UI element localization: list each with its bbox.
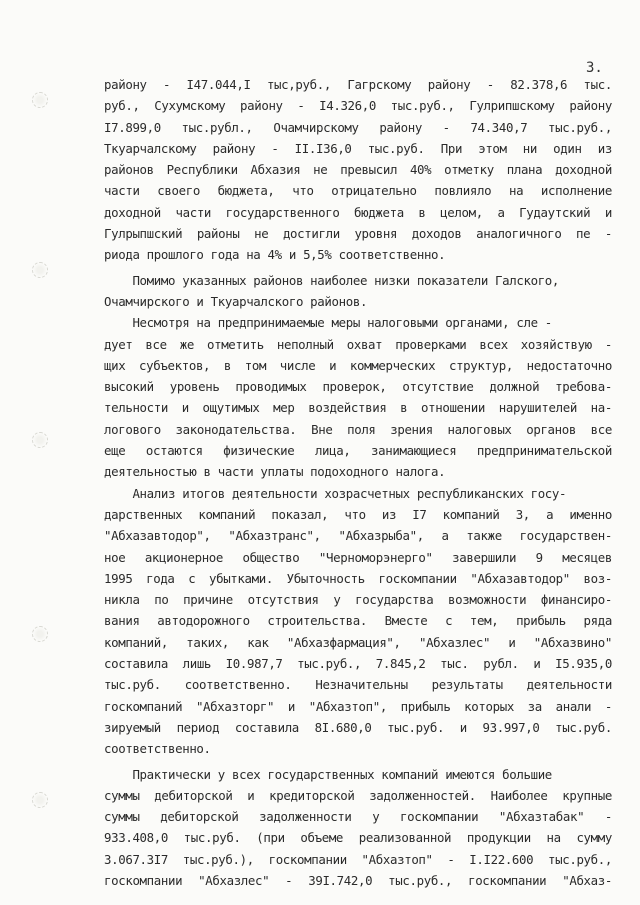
text-line: логового законодательства. Вне поля зрения налоговых органов все [104, 421, 612, 437]
text-line: "Абхазавтодор", "Абхазтранс", "Абхазрыба", а также государствен- [104, 528, 612, 544]
text-line: зируемый период составила 8I.680,0 тыс.руб. и 93.997,0 тыс.руб. [104, 719, 612, 735]
text-line: 1995 года с убытками. Убыточность госкомпании "Абхазавтодор" воз- [104, 570, 612, 586]
text-line: 3.067.3I7 тыс.руб.), госкомпании "Абхазтоп" - I.I22.600 тыс.руб., [104, 851, 612, 867]
text-line: госкомпаний "Абхазторг" и "Абхазтоп", прибыль которых за анали - [104, 698, 612, 714]
page-number: 3. [586, 60, 603, 76]
text-line: щих субъектов, в том числе и коммерческих структур, недостаточно [104, 357, 612, 373]
text-line: никла по причине отсутствия у государства возможности финансиро- [104, 592, 612, 608]
text-line: части своего бюджета, что отрицательно повлияло на исполнение [104, 183, 612, 199]
text-line: Практически у всех государственных компаний имеются большие [104, 766, 552, 782]
binder-hole-mark [32, 92, 48, 108]
text-line: высокий уровень проводимых проверок, отсутствие должной требова- [104, 379, 612, 395]
text-line: риода прошлого года на 4% и 5,5% соответственно. [104, 247, 446, 263]
text-line: тыс.руб. соответственно. Незначительны результаты деятельности [104, 677, 612, 693]
text-line: 933.408,0 тыс.руб. (при объеме реализованной продукции на сумму [104, 830, 612, 846]
text-line: соответственно. [104, 741, 211, 757]
document-body [104, 74, 612, 891]
text-line: госкомпании "Абхазлес" - 39I.742,0 тыс.руб., госкомпании "Абхаз- [104, 872, 612, 888]
text-line: суммы дебиторской задолженности у госкомпании "Абхазтабак" - [104, 809, 612, 825]
binder-hole-mark [32, 262, 48, 278]
text-line: вания автодорожного строительства. Вместе с тем, прибыль ряда [104, 613, 612, 629]
text-line: Помимо указанных районов наиболее низки показатели Галского, [104, 272, 560, 288]
text-line: ное акционерное общество "Черноморэнерго" завершили 9 месяцев [104, 549, 612, 565]
text-line: деятельностью в части уплаты подоходного налога. [104, 464, 446, 480]
text-line: доходной части государственного бюджета в целом, а Гудаутский и [104, 204, 612, 220]
text-line: руб., Сухумскому району - I4.326,0 тыс.руб., Гулрипшскому району [104, 98, 612, 114]
text-line: Несмотря на предпринимаемые меры налоговыми органами, сле - [104, 315, 552, 331]
text-line: Очамчирского и Ткуарчалского районов. [104, 293, 368, 309]
text-line: району - I47.044,I тыс,руб., Гагрскому району - 82.378,6 тыс. [104, 77, 612, 92]
binder-hole-mark [32, 792, 48, 808]
binder-hole-mark [32, 626, 48, 642]
text-line: районов Республики Абхазия не превысил 40% отметку плана доходной [104, 162, 612, 178]
text-line: Анализ итогов деятельности хозрасчетных республиканских госу- [104, 485, 567, 501]
text-line: дарственных компаний показал, что из I7 компаний 3, а именно [104, 506, 612, 522]
text-line: дует все же отметить неполный охват проверками всех хозяйствую - [104, 336, 612, 352]
text-line: Гулрыпшский районы не достигли уровня доходов аналогичного пе - [104, 226, 612, 242]
binder-hole-mark [32, 432, 48, 448]
text-line: тельности и ощутимых мер воздействия в отношении нарушителей на- [104, 400, 612, 416]
text-line: еще остаются физические лица, занимающиеся предпринимательской [104, 443, 612, 459]
text-line: суммы дебиторской и кредиторской задолженностей. Наиболее крупные [104, 787, 612, 803]
text-line: Ткуарчалскому району - II.I36,0 тыс.руб. При этом ни один из [104, 140, 612, 156]
text-line: составила лишь I0.987,7 тыс.руб., 7.845,2 тыс. рубл. и I5.935,0 [104, 656, 612, 672]
text-line: компаний, таких, как "Абхазфармация", "Абхазлес" и "Абхазвино" [104, 634, 612, 650]
text-line: I7.899,0 тыс.рубл., Очамчирскому району - 74.340,7 тыс.руб., [104, 119, 612, 135]
